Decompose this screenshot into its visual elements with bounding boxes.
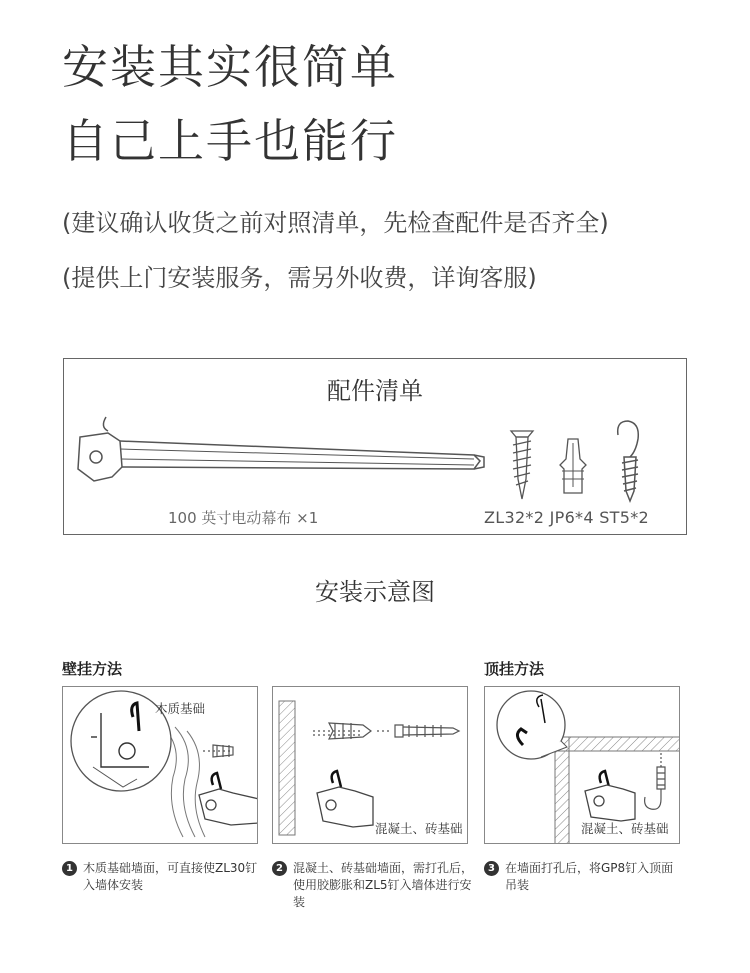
install-diagram-title: 安装示意图 <box>315 578 435 606</box>
wood-base-label: 木质基础 <box>155 701 206 716</box>
step-description: 混凝土、砖基础墙面，需打孔后，使用胶膨胀和ZL5钉入墙体进行安装 <box>293 861 474 909</box>
wood-wall-panel <box>62 686 258 844</box>
note-check-parts: (建议确认收货之前对照清单，先检查配件是否齐全) <box>62 209 609 237</box>
ceiling-mount-section-label: 顶挂方法 <box>484 660 545 678</box>
step-description: 木质基础墙面，可直接使ZL30钉入墙体安装 <box>83 861 258 892</box>
headline-line-2: 自己上手也能行 <box>62 114 398 168</box>
step-number-badge: 3 <box>484 861 499 876</box>
headline-line-1: 安装其实很简单 <box>62 40 398 94</box>
note-install-service: (提供上门安装服务，需另外收费，详询客服) <box>62 264 537 292</box>
wall-anchor-icon <box>560 439 586 493</box>
step-description: 在墙面打孔后，将GP8钉入顶面吊装 <box>505 861 674 892</box>
ceiling-mount-panel <box>484 686 680 844</box>
projector-screen-tube-icon <box>78 417 484 481</box>
step-number-badge: 1 <box>62 861 77 876</box>
hardware-item-label: ZL32*2 JP6*4 ST5*2 <box>484 508 650 527</box>
hook-screw-icon <box>618 421 639 501</box>
concrete-wall-panel <box>272 686 468 844</box>
parts-list-title: 配件清单 <box>327 377 423 405</box>
parts-list-box <box>63 358 687 535</box>
concrete-base-label-wall: 混凝土、砖基础 <box>375 821 463 836</box>
wall-mount-section-label: 壁挂方法 <box>62 660 123 678</box>
screen-item-label: 100 英寸电动幕布 ×1 <box>168 509 319 527</box>
concrete-base-label-ceiling: 混凝土、砖基础 <box>581 821 669 836</box>
step-number-badge: 2 <box>272 861 287 876</box>
screw-icon <box>511 431 533 499</box>
